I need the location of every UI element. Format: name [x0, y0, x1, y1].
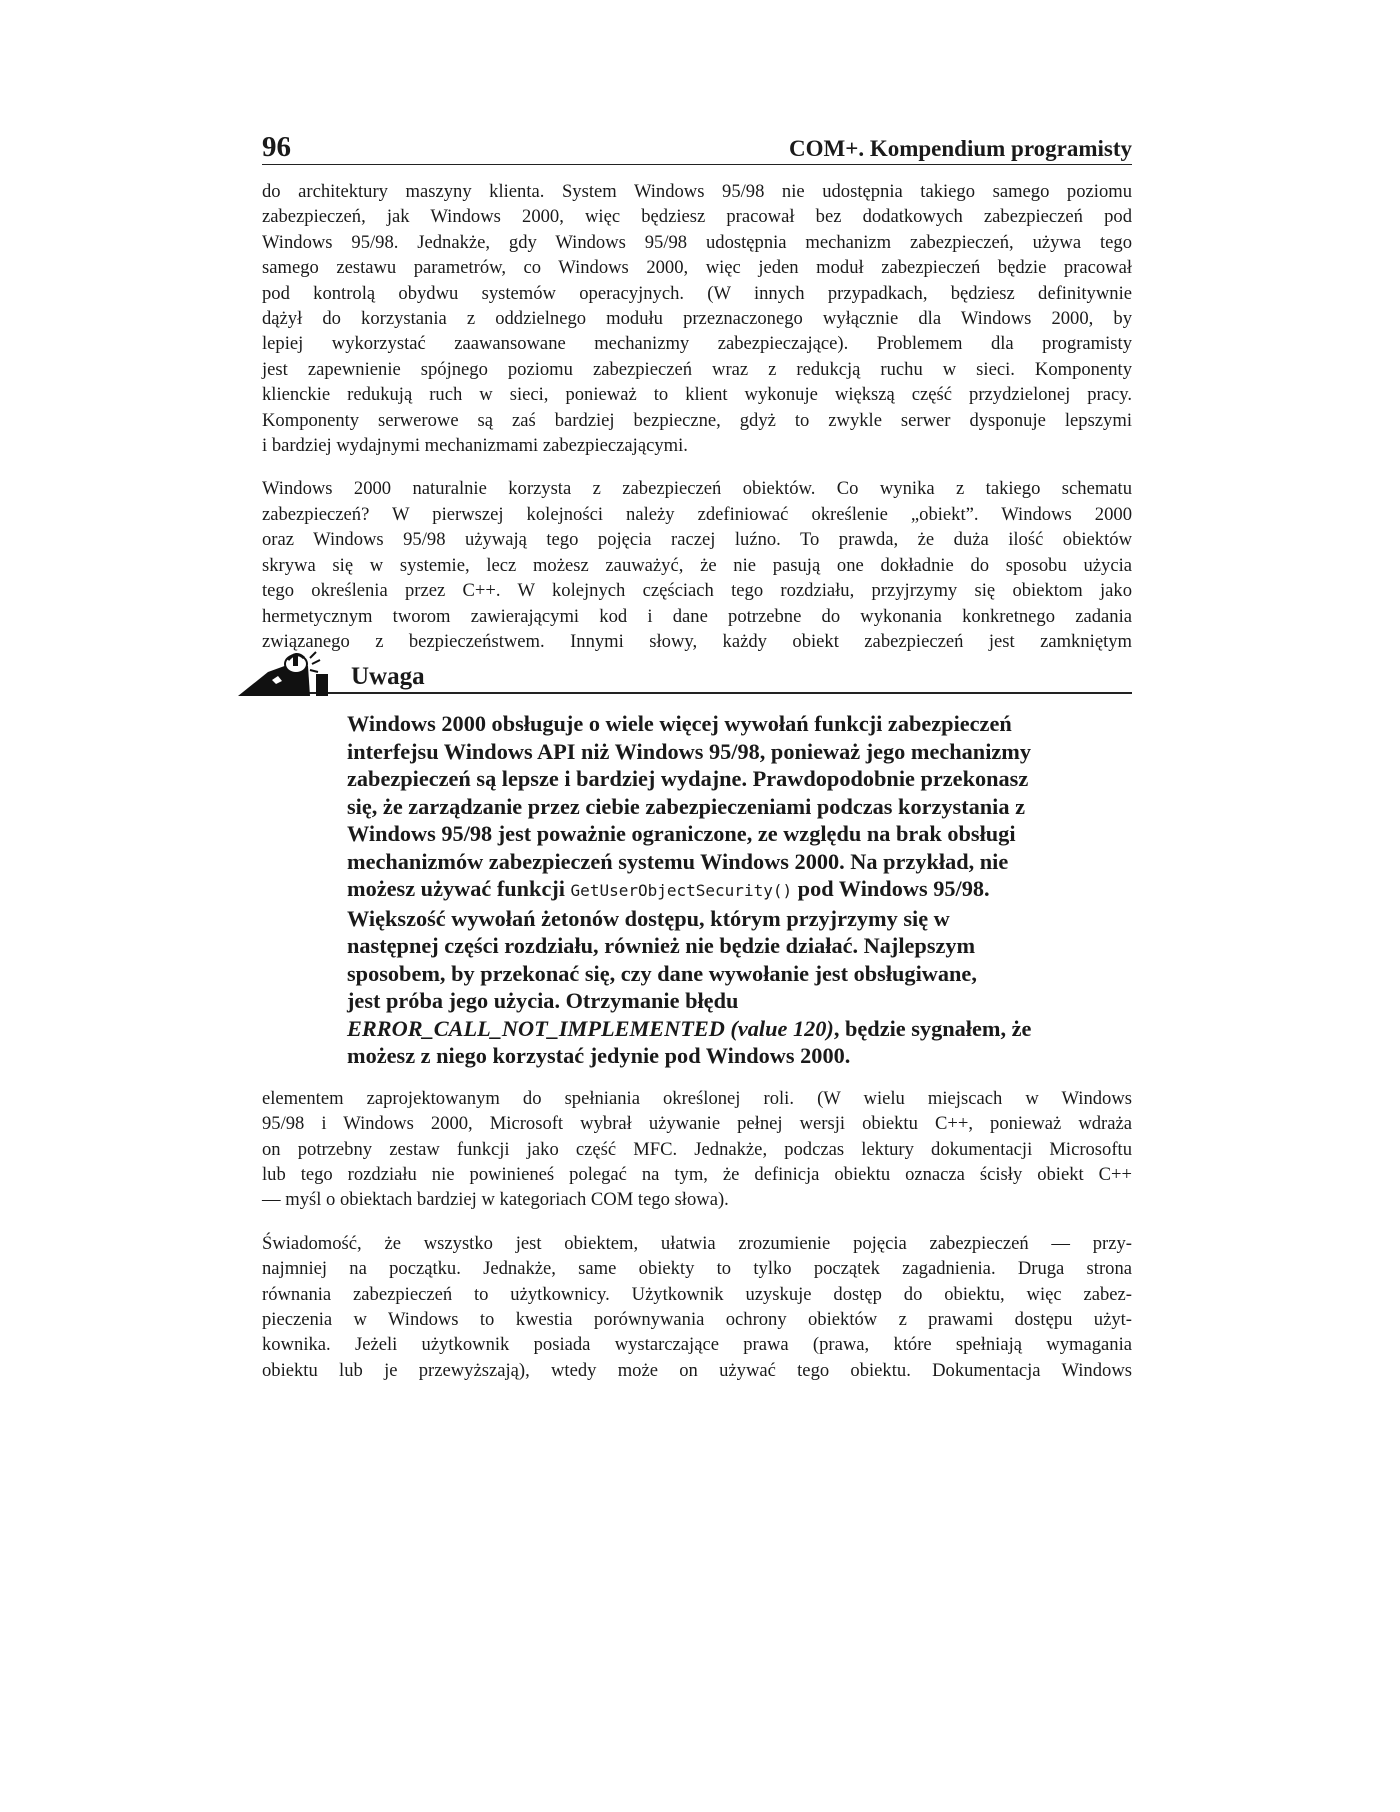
text-line: elementem zaprojektowanym do spełniania określonej roli. (W wielu miejscach w Windows	[262, 1087, 1132, 1109]
function-name-code: GetUserObjectSecurity()	[570, 881, 793, 901]
page-number: 96	[262, 131, 291, 163]
note-line: Windows 2000 obsługuje o wiele więcej wywołań funkcji zabezpieczeń	[347, 711, 1012, 737]
text-line: najmniej na początku. Jednakże, same obiekty to tylko początek zagadnienia. Druga strona	[262, 1258, 1132, 1280]
text-line: obiektu lub je przewyższają), wtedy może on używać tego obiektu. Dokumentacja Windows	[262, 1359, 1132, 1381]
text-line: zabezpieczeń, jak Windows 2000, więc będziesz pracował bez dodatkowych zabezpieczeń pod	[262, 206, 1132, 228]
text-line: Świadomość, że wszystko jest obiektem, ułatwia zrozumienie pojęcia zabezpieczeń — przy-	[262, 1232, 1132, 1254]
text-line: samego zestawu parametrów, co Windows 2000, więc jeden moduł zabezpieczeń będzie pracował	[262, 257, 1132, 279]
note-text: możesz używać funkcji	[347, 876, 571, 902]
note-line: następnej części rozdziału, również nie będzie działać. Najlepszym	[347, 933, 976, 959]
text-line: kownika. Jeżeli użytkownik posiada wystarczające prawa (prawa, które spełniają wymagania	[262, 1334, 1132, 1356]
text-line: lepiej wykorzystać zaawansowane mechanizmy zabezpieczające). Problemem dla programisty	[262, 333, 1132, 355]
text-line: lub tego rozdziału nie powinieneś polegać na tym, że definicja obiektu oznacza ścisły obiekt C++	[262, 1164, 1132, 1186]
text-line: tego określenia przez C++. W kolejnych częściach tego rozdziału, przyjrzymy się obiektom jako	[262, 580, 1132, 602]
text-line: pod kontrolą obydwu systemów operacyjnych. (W innych przypadkach, będziesz definitywnie	[262, 282, 1132, 304]
text-line: on potrzebny zestaw funkcji jako część MFC. Jednakże, podczas lektury dokumentacji Microsoftu	[262, 1138, 1132, 1160]
note-line: jest próba jego użycia. Otrzymanie błędu	[347, 988, 739, 1014]
paragraph-4	[262, 1231, 1132, 1383]
text-line: klienckie redukują ruch w sieci, ponieważ to klient wykonuje większą część przydzielonej pracy.	[262, 384, 1132, 406]
text-line: jest zapewnienie spójnego poziomu zabezpieczeń wraz z redukcją ruchu w sieci. Komponenty	[262, 358, 1132, 380]
paragraph-2	[262, 476, 1132, 654]
note-line: Windows 95/98 jest poważnie ograniczone, ze względu na brak obsługi	[347, 821, 1016, 847]
note-label: Uwaga	[351, 663, 425, 691]
text-line: Windows 2000 naturalnie korzysta z zabezpieczeń obiektów. Co wynika z takiego schematu	[262, 478, 1132, 500]
text-line: Komponenty serwerowe są zaś bardziej bezpieczne, gdyż to zwykle serwer dysponuje lepszymi	[262, 409, 1132, 431]
text-line: związanego z bezpieczeństwem. Innymi słowy, każdy obiekt zabezpieczeń jest zamkniętym	[262, 630, 1132, 652]
note-line: interfejsu Windows API niż Windows 95/98, ponieważ jego mechanizmy	[347, 738, 1032, 764]
page-header	[262, 120, 1132, 165]
paragraph-1	[262, 179, 1132, 458]
text-line: do architektury maszyny klienta. System Windows 95/98 nie udostępnia takiego samego poziomu	[262, 181, 1132, 202]
text-line: 95/98 i Windows 2000, Microsoft wybrał używanie pełnej wersji obiektu C++, ponieważ wdraża	[262, 1113, 1132, 1135]
note-line: Większość wywołań żetonów dostępu, którym przyjrzymy się w	[347, 905, 950, 931]
note-line	[347, 875, 1106, 905]
text-line: zabezpieczeń? W pierwszej kolejności należy zdefiniować określenie „obiekt”. Windows 2000	[262, 503, 1132, 525]
text-line: równania zabezpieczeń to użytkownicy. Użytkownik uzyskuje dostęp do obiektu, więc zabez-	[262, 1283, 1132, 1305]
note-line	[347, 1015, 1106, 1043]
book-page	[262, 120, 1132, 1383]
text-line: — myśl o obiektach bardziej w kategoriach COM tego słowa).	[262, 1189, 729, 1211]
note-text: pod Windows 95/98.	[792, 876, 990, 902]
text-line: pieczenia w Windows to kwestia porównywania ochrony obiektów z prawami dostępu użyt-	[262, 1309, 1132, 1331]
text-line: oraz Windows 95/98 używają tego pojęcia raczej luźno. To prawda, że duża ilość obiektów	[262, 529, 1132, 551]
note-line: sposobem, by przekonać się, czy dane wywołanie jest obsługiwane,	[347, 960, 977, 986]
text-line: dążył do korzystania z oddzielnego modułu przeznaczonego wyłącznie dla Windows 2000, by	[262, 308, 1132, 330]
text-line: skrywa się w systemie, lecz możesz zauważyć, że nie pasują one dokładnie do sposobu użycia	[262, 554, 1132, 576]
note-line: mechanizmów zabezpieczeń systemu Windows 2000. Na przykład, nie	[347, 848, 1009, 874]
text-line: Windows 95/98. Jednakże, gdy Windows 95/98 udostępnia mechanizm zabezpieczeń, używa tego	[262, 231, 1132, 253]
text-line: hermetycznym tworom zawierającymi kod i dane potrzebne do wykonania konkretnego zadania	[262, 605, 1132, 627]
note-line: zabezpieczeń są lepsze i bardziej wydajne. Prawdopodobnie przekonasz	[347, 766, 1029, 792]
note-box	[262, 656, 1132, 1070]
note-text: , będzie sygnałem, że	[833, 1015, 1032, 1041]
error-code-text: ERROR_CALL_NOT_IMPLEMENTED (value 120)	[347, 1015, 834, 1041]
paragraph-3	[262, 1086, 1132, 1213]
note-header	[262, 656, 1132, 694]
running-title: COM+. Kompendium programisty	[789, 136, 1132, 161]
note-line: możesz z niego korzystać jedynie pod Windows 2000.	[347, 1043, 851, 1069]
hand-note-icon	[238, 650, 343, 698]
note-body	[347, 710, 1106, 1070]
note-line: się, że zarządzanie przez ciebie zabezpieczeniami podczas korzystania z	[347, 793, 1025, 819]
text-line: i bardziej wydajnymi mechanizmami zabezpieczającymi.	[262, 435, 688, 457]
